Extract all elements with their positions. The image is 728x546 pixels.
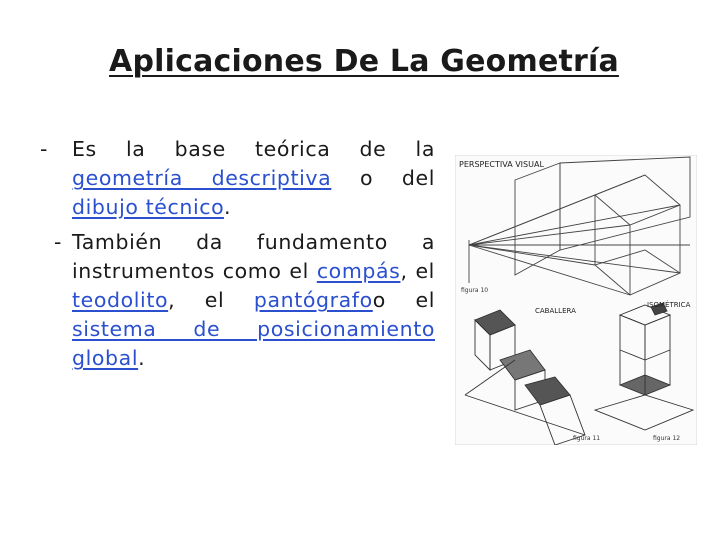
bullet-dash: - — [40, 137, 48, 161]
label-isometrica: ISOMÉTRICA — [647, 301, 691, 309]
text-segment: Es la base teórica de la — [72, 137, 435, 161]
text-segment: . — [138, 346, 146, 370]
link-teodolito[interactable]: teodolito — [72, 288, 169, 312]
geometry-perspective-figure — [455, 155, 697, 445]
label-figura-11: figura 11 — [573, 435, 601, 442]
label-figura-10: figura 10 — [461, 287, 489, 294]
label-perspectiva-visual: PERSPECTIVA VISUAL — [459, 160, 544, 169]
slide-title — [0, 44, 728, 79]
text-segment: También da fundamento a instrumentos como el — [72, 230, 435, 283]
slide-body — [40, 135, 435, 373]
text-segment: , el — [400, 259, 435, 283]
paragraph-base-teorica — [40, 135, 435, 222]
text-segment: o el — [372, 288, 435, 312]
link-sistema-posicionamiento-global[interactable]: sistema de posicionamiento global — [72, 317, 435, 370]
link-geometria-descriptiva[interactable]: geometría descriptiva — [72, 166, 332, 190]
link-dibujo-tecnico[interactable]: dibujo técnico — [72, 195, 224, 219]
link-compas[interactable]: compás — [316, 259, 401, 283]
perspective-drawing — [455, 155, 697, 445]
paragraph-instrumentos — [40, 228, 435, 373]
bullet-dash: - — [54, 230, 62, 254]
slide-title-text: Aplicaciones De La Geometría — [109, 44, 619, 79]
text-segment: , el — [168, 288, 254, 312]
label-caballera: CABALLERA — [535, 307, 576, 315]
text-segment: . — [223, 195, 232, 219]
link-pantografo[interactable]: pantógrafo — [253, 288, 373, 312]
label-figura-12: figura 12 — [653, 435, 681, 442]
text-segment: o del — [331, 166, 436, 190]
